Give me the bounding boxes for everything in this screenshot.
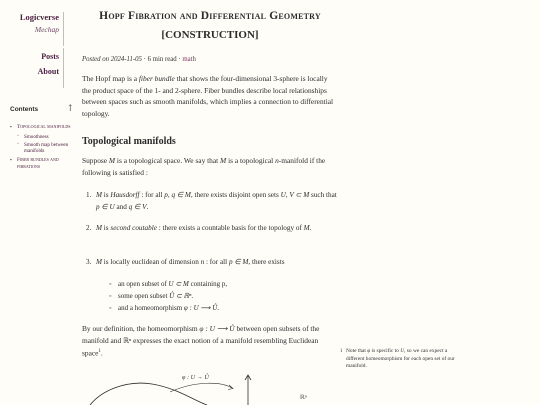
math: U ⊂ M xyxy=(168,280,189,288)
text: . xyxy=(146,202,149,211)
figure-drawing xyxy=(82,362,322,405)
text: and xyxy=(114,202,129,211)
math: n xyxy=(200,258,205,266)
text: is a topological space. We say that xyxy=(115,156,221,165)
text: Note that xyxy=(346,348,368,354)
text: . xyxy=(309,224,312,232)
emphasis: second coutable xyxy=(110,224,157,232)
read-time: 6 min read xyxy=(147,56,177,63)
math: U xyxy=(400,348,405,354)
math: q ∈ V xyxy=(128,202,147,211)
scroll-top-icon[interactable]: ↑ xyxy=(66,104,74,114)
manifold-curve xyxy=(90,383,207,405)
site-subtitle: Mechap xyxy=(34,25,59,34)
math: Û ⊂ ℝⁿ xyxy=(169,292,192,300)
text: some open subset xyxy=(118,292,170,300)
math: M xyxy=(96,258,102,266)
sidenote xyxy=(340,348,464,371)
math: U, V ⊂ M xyxy=(280,191,310,199)
math: M xyxy=(108,156,116,165)
post-meta xyxy=(82,56,196,63)
text: : for all xyxy=(139,191,165,199)
nav-item-about[interactable]: About xyxy=(37,67,59,76)
intro-emphasis: fiber bundle xyxy=(138,74,175,83)
toc-item-fiber-bundles[interactable]: ▪ Fiber bundles and fibrations xyxy=(10,157,74,170)
text: is locally euclidean of dimension xyxy=(102,258,201,266)
sidenote-number: 1 xyxy=(340,349,343,354)
list-item xyxy=(86,257,338,269)
toc-title: Contents xyxy=(10,105,39,113)
sidenote-ref[interactable]: 1 xyxy=(98,349,101,355)
meta-separator: · xyxy=(143,56,146,63)
post-date: Posted on 2024-11-05 xyxy=(82,56,142,63)
sidebar xyxy=(0,0,74,405)
sublist-item xyxy=(118,303,328,314)
math: p, q ∈ M xyxy=(164,191,191,199)
text: is xyxy=(102,224,111,232)
math: p ∈ M xyxy=(228,258,249,266)
math: M xyxy=(220,156,227,165)
text: . xyxy=(217,304,220,312)
map-arrow xyxy=(170,383,232,392)
text: is a topological xyxy=(226,156,276,165)
sublist-item xyxy=(118,291,328,302)
math: n xyxy=(275,156,279,165)
list-number: 1. xyxy=(86,191,92,199)
math: ℝⁿ xyxy=(123,335,132,345)
text: containing p, xyxy=(188,280,228,288)
text: : for all xyxy=(204,258,229,266)
table-of-contents xyxy=(10,104,74,173)
nav-item-posts[interactable]: Posts xyxy=(41,52,59,61)
math: M xyxy=(96,191,102,199)
text: , there exists xyxy=(248,258,285,266)
site-title[interactable]: Logicverse xyxy=(19,12,59,22)
list-number: 3. xyxy=(86,258,92,266)
meta-separator: · xyxy=(178,56,181,63)
space-label: ℝⁿ xyxy=(300,395,307,401)
brand xyxy=(8,12,64,46)
section-paragraph xyxy=(82,155,338,178)
text: and a homeomorphism xyxy=(118,304,184,312)
text: expresses the exact notion of a manifold resembling Euclidean space xyxy=(82,335,319,358)
text: such that xyxy=(309,191,337,199)
text: an open subset of xyxy=(118,280,169,288)
intro-text: The Hopf map is a xyxy=(82,74,139,83)
math: M xyxy=(303,224,310,232)
text: . xyxy=(191,292,194,300)
list-number: 2. xyxy=(86,224,92,232)
text: is specific to xyxy=(370,348,401,354)
list-item xyxy=(86,223,338,235)
toc-item-topological-manifolds[interactable]: ▪ Topological manifolds xyxy=(10,124,74,131)
tag-link-math[interactable]: math xyxy=(182,56,196,63)
intro-paragraph xyxy=(82,73,338,119)
text: . xyxy=(100,348,103,358)
manifold-figure xyxy=(82,362,322,405)
math: p ∈ U xyxy=(96,202,115,211)
toc-sub-smoothness[interactable]: ◦ Smoothness xyxy=(10,134,74,140)
construction-label: [CONSTRUCTION] xyxy=(161,29,259,41)
text: , so we can expect a different homeomorphism for each open set of our manifold. xyxy=(346,348,455,370)
section-heading: Topological manifolds xyxy=(82,136,176,147)
math: φ : U ⟶ Û xyxy=(199,324,235,333)
text: : there exists a countable basis for the topology of xyxy=(156,224,304,232)
intro-text: that shows the four-dimensional 3-sphere is locally the product space of the 1- and 2-sphere. Fiber bundles describe local relationships between spaces such as smooth manifolds, which implies a connection to differential topology. xyxy=(82,74,334,118)
text: is xyxy=(102,191,111,199)
page-title: Hopf Fibration and Differential Geometry xyxy=(99,10,321,22)
text: , there exists disjoint open sets xyxy=(190,191,281,199)
sublist-item xyxy=(118,279,328,290)
text: By our definition, the homeomorphism xyxy=(82,324,200,333)
text: -manifold if the following is satisfied : xyxy=(82,156,326,177)
list-item xyxy=(86,190,338,213)
text: between open subsets of the manifold and xyxy=(82,324,320,345)
math: φ xyxy=(367,348,371,354)
emphasis: Hausdorff xyxy=(110,191,140,199)
toc-sub-smooth-map[interactable]: ◦ Smooth map between manifolds xyxy=(10,142,74,154)
nav-menu xyxy=(8,48,64,88)
math: M xyxy=(96,224,102,232)
definition-paragraph xyxy=(82,323,338,359)
text: Suppose xyxy=(82,156,109,165)
math: φ : U ⟶ Û xyxy=(183,304,218,312)
map-label: φ : U → Û xyxy=(182,374,209,381)
